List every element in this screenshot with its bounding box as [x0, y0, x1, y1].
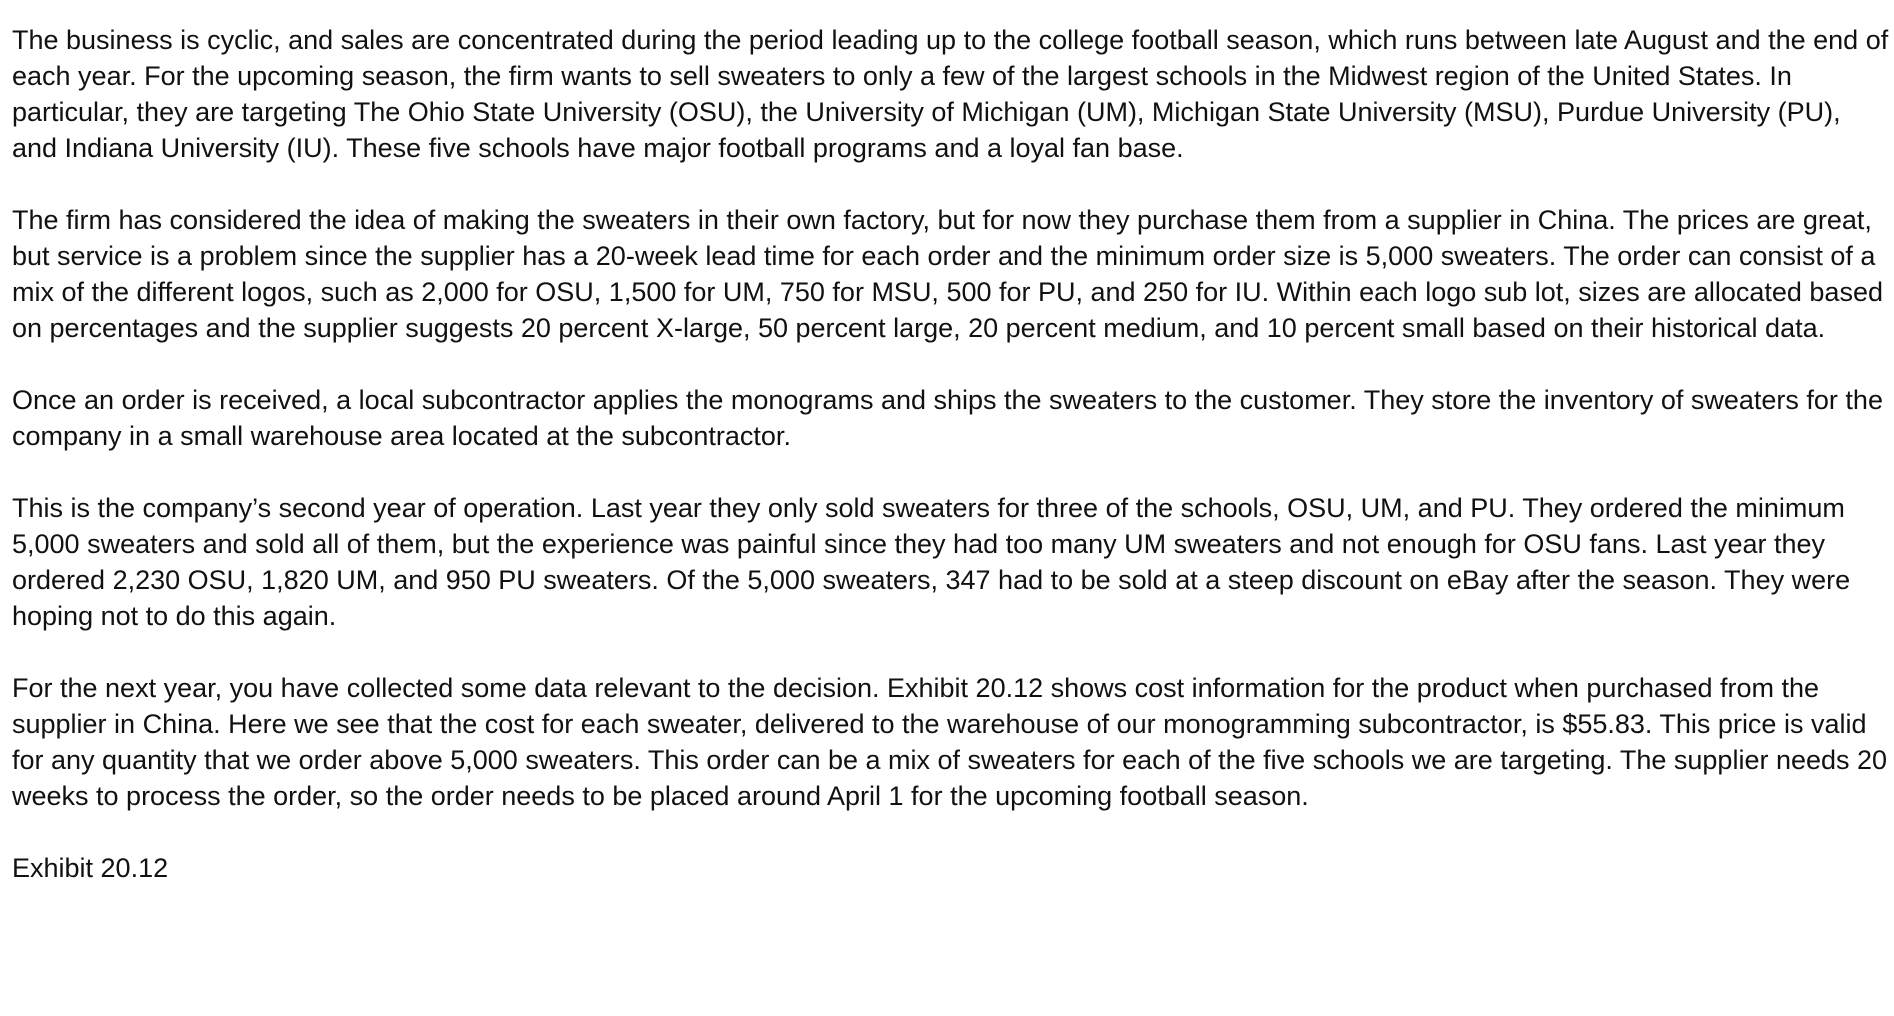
paragraph-business-cycle: The business is cyclic, and sales are concentrated during the period leading up to the college football season, which runs between late August and the end of each year. For the upcoming season, the firm wants to sell sweaters to only a few of the largest schools in the Midwest region of the United States. In particular, they are targeting The Ohio State University (OSU), the University of Michigan (UM), Michigan State University (MSU), Purdue University (PU), and Indiana University (IU). These five schools have major football programs and a loyal fan base.: [12, 25, 1889, 163]
paragraph-second-year: This is the company’s second year of operation. Last year they only sold sweaters for three of the schools, OSU, UM, and PU. They ordered the minimum 5,000 sweaters and sold all of them, but the experience was painful since they had too many UM sweaters and not enough for OSU fans. Last year they ordered 2,230 OSU, 1,820 UM, and 950 PU sweaters. Of the 5,000 sweaters, 347 had to be sold at a steep discount on eBay after the season. They were hoping not to do this again.: [12, 493, 1851, 631]
paragraph-supplier: The firm has considered the idea of making the sweaters in their own factory, but for now they purchase them from a supplier in China. The prices are great, but service is a problem since the supplier has a 20-week lead time for each order and the minimum order size is 5,000 sweaters. The order can consist of a mix of the different logos, such as 2,000 for OSU, 1,500 for UM, 750 for MSU, 500 for PU, and 250 for IU. Within each logo sub lot, sizes are allocated based on percentages and the supplier suggests 20 percent X-large, 50 percent large, 20 percent medium, and 10 percent small based on their historical data.: [12, 205, 1883, 343]
paragraph-next-year: For the next year, you have collected some data relevant to the decision. Exhibit 20.12 shows cost information for the product when purchased from the supplier in China. Here we see that the cost for each sweater, delivered to the warehouse of our monogramming subcontractor, is $55.83. This price is valid for any quantity that we order above 5,000 sweaters. This order can be a mix of sweaters for each of the five schools we are targeting. The supplier needs 20 weeks to process the order, so the order needs to be placed around April 1 for the upcoming football season.: [12, 673, 1888, 811]
document-body: [12, 22, 1892, 886]
exhibit-label: Exhibit 20.12: [12, 853, 169, 883]
paragraph-subcontractor: Once an order is received, a local subcontractor applies the monograms and ships the sweaters to the customer. They store the inventory of sweaters for the company in a small warehouse area located at the subcontractor.: [12, 385, 1883, 451]
